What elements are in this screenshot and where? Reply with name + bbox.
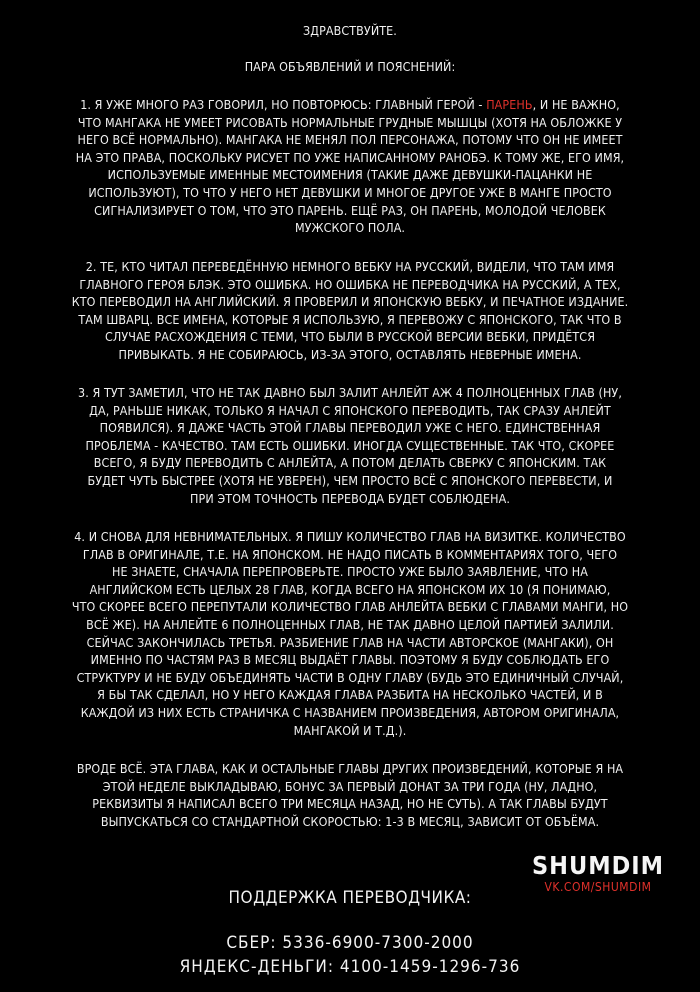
p1-line: МУЖСКОГО ПОЛА. (294, 220, 406, 236)
sber-requisites: СБЕР: 5336-6900-7300-2000 (226, 933, 474, 953)
announcements-heading: ПАРА ОБЪЯВЛЕНИЙ И ПОЯСНЕНИЙ: (244, 59, 456, 74)
p1-line-text: 1. Я УЖЕ МНОГО РАЗ ГОВОРИЛ, НО ПОВТОРЮСЬ: ГЛАВНЫЙ ГЕРОЙ - (80, 97, 487, 112)
p4-line: ВСЁ ЖЕ). НА АНЛЕЙТЕ 6 ПОЛНОЦЕННЫХ ГЛАВ, НЕ ТАК ДАВНО ЦЕЛОЙ ПАРТИЕЙ ЗАЛИЛИ. (86, 617, 614, 632)
p1-line: НА ЭТО ПРАВА, ПОСКОЛЬКУ РИСУЕТ ПО УЖЕ НАПИСАННОМУ РАНОБЭ. К ТОМУ ЖЕ, ЕГО ИМЯ, (75, 149, 625, 165)
p2-line: 2. ТЕ, КТО ЧИТАЛ ПЕРЕВЕДЁННУЮ НЕМНОГО ВЕБКУ НА РУССКИЙ, ВИДЕЛИ, ЧТО ТАМ ИМЯ (85, 259, 615, 274)
p4-line: МАНГАКОЙ И Т.Д.). (293, 722, 407, 738)
p3-line: БУДЕТ ЧУТЬ БЫСТРЕЕ (ХОТЯ НЕ УВЕРЕН), ЧЕМ ПРОСТО ВСЁ С ЯПОНСКОГО ПЕРЕВЕСТИ, И (87, 473, 613, 488)
support-title: ПОДДЕРЖКА ПЕРЕВОДЧИКА: (228, 888, 472, 908)
p1-line-text: , И НЕ ВАЖНО, (532, 97, 620, 112)
p5-line: ВЫПУСКАТЬСЯ СО СТАНДАРТНОЙ СКОРОСТЬЮ: 1-3 В МЕСЯЦ, ЗАВИСИТ ОТ ОБЪЁМА. (100, 813, 600, 829)
p5-line: ВРОДЕ ВСЁ. ЭТА ГЛАВА, КАК И ОСТАЛЬНЫЕ ГЛАВЫ ДРУГИХ ПРОИЗВЕДЕНИЙ, КОТОРЫЕ Я НА (76, 761, 624, 776)
yandex-requisites: ЯНДЕКС-ДЕНЬГИ: 4100-1459-1296-736 (179, 957, 521, 977)
logo-name: SHUMDIM (531, 851, 665, 880)
greeting: ЗДРАВСТВУЙТЕ. (303, 23, 397, 38)
p4-line: ЧТО СКОРЕЕ ВСЕГО ПЕРЕПУТАЛИ КОЛИЧЕСТВО ГЛАВ АНЛЕЙТА ВЕБКИ С ГЛАВАМИ МАНГИ, НО (71, 599, 629, 615)
p2-line: КТО ПЕРЕВОДИЛ НА АНГЛИЙСКИЙ. Я ПРОВЕРИЛ И ЯПОНСКУЮ ВЕБКУ, И ПЕЧАТНОЕ ИЗДАНИЕ. (71, 294, 629, 310)
p1-line: ЧТО МАНГАКА НЕ УМЕЕТ РИСОВАТЬ НОРМАЛЬНЫЕ ГРУДНЫЕ МЫШЦЫ (ХОТЯ НА ОБЛОЖКЕ У (77, 114, 623, 130)
p4-line: СТРУКТУРУ И НЕ БУДУ ОБЪЕДИНЯТЬ ЧАСТИ В ОДНУ ГЛАВУ (БУДЬ ЭТО ЕДИНИЧНЫЙ СЛУЧАЙ, (76, 669, 624, 685)
highlight-word: ПАРЕНЬ (486, 97, 533, 112)
p1-line (14, 96, 686, 114)
p3-line: ПРИ ЭТОМ ТОЧНОСТЬ ПЕРЕВОДА БУДЕТ СОБЛЮДЕНА. (190, 490, 510, 506)
p3-line: ДА, РАНЬШЕ НИКАК, ТОЛЬКО Я НАЧАЛ С ЯПОНСКОГО ПЕРЕВОДИТЬ, ТАК СРАЗУ АНЛЕЙТ (89, 402, 611, 418)
p3-line: 3. Я ТУТ ЗАМЕТИЛ, ЧТО НЕ ТАК ДАВНО БЫЛ ЗАЛИТ АНЛЕЙТ АЖ 4 ПОЛНОЦЕННЫХ ГЛАВ (НУ, (78, 385, 622, 400)
p3-line: ПРОБЛЕМА - КАЧЕСТВО. ТАМ ЕСТЬ ОШИБКИ. ИНОГДА СУЩЕСТВЕННЫЕ. ТАК ЧТО, СКОРЕЕ (85, 437, 615, 453)
p4-line: НЕ ЗНАЕТЕ, СНАЧАЛА ПЕРЕПРОВЕРЬТЕ. ПРОСТО УЖЕ БЫЛО ЗАЯВЛЕНИЕ, ЧТО НА (111, 564, 588, 580)
p4-line: СЕЙЧАС ЗАКОНЧИЛАСЬ ТРЕТЬЯ. РАЗБИЕНИЕ ГЛАВ НА ЧАСТИ АВТОРСКОЕ (МАНГАКИ), ОН (86, 634, 614, 650)
p1-line: ИСПОЛЬЗУЮТ), ТО ЧТО У НЕГО НЕТ ДЕВУШКИ И МНОГОЕ ДРУГОЕ УЖЕ В МАНГЕ ПРОСТО (88, 185, 612, 200)
p4-line: Я БЫ ТАК СДЕЛАЛ, НО У НЕГО КАЖДАЯ ГЛАВА РАЗБИТА НА НЕСКОЛЬКО ЧАСТЕЙ, И В (97, 687, 603, 703)
p4-line: ГЛАВ В ОРИГИНАЛЕ, Т.Е. НА ЯПОНСКОМ. НЕ НАДО ПИСАТЬ В КОММЕНТАРИЯХ ТОГО, ЧЕГО (82, 546, 618, 562)
logo-url: VK.COM/SHUMDIM (544, 880, 652, 894)
p5-line: РЕКВИЗИТЫ Я НАПИСАЛ ВСЕГО ТРИ МЕСЯЦА НАЗАД, НО НЕ СУТЬ). А ТАК ГЛАВЫ БУДУТ (92, 796, 608, 812)
p4-line: КАЖДОЙ ИЗ НИХ ЕСТЬ СТРАНИЧКА С НАЗВАНИЕМ ПРОИЗВЕДЕНИЯ, АВТОРОМ ОРИГИНАЛА, (80, 705, 620, 720)
p4-line: 4. И СНОВА ДЛЯ НЕВНИМАТЕЛЬНЫХ. Я ПИШУ КОЛИЧЕСТВО ГЛАВ НА ВИЗИТКЕ. КОЛИЧЕСТВО (74, 529, 626, 544)
p3-line: ПОЯВИЛСЯ). Я ДАЖЕ ЧАСТЬ ЭТОЙ ГЛАВЫ ПЕРЕВОДИЛ УЖЕ С НЕГО. ЕДИНСТВЕННАЯ (99, 420, 601, 436)
p2-line: СЛУЧАЕ РАСХОЖДЕНИЯ С ТЕМИ, ЧТО БЫЛИ В РУССКОЙ ВЕРСИИ ВЕБКИ, ПРИДЁТСЯ (104, 329, 596, 345)
p1-line: НЕГО ВСЁ НОРМАЛЬНО). МАНГАКА НЕ МЕНЯЛ ПОЛ ПЕРСОНАЖА, ПОТОМУ ЧТО ОН НЕ ИМЕЕТ (77, 132, 623, 148)
p1-line: ИСПОЛЬЗУЕМЫЕ ИМЕННЫЕ МЕСТОИМЕНИЯ (ТАКИЕ ДАЖЕ ДЕВУШКИ-ПАЦАНКИ НЕ (107, 167, 593, 183)
p1-line: СИГНАЛИЗИРУЕТ О ТОМ, ЧТО ЭТО ПАРЕНЬ. ЕЩЁ РАЗ, ОН ПАРЕНЬ, МОЛОДОЙ ЧЕЛОВЕК (94, 202, 606, 218)
p3-line: ВСЕГО, Я БУДУ ПЕРЕВОДИТЬ С АНЛЕЙТА, А ПОТОМ ДЕЛАТЬ СВЕРКУ С ЯПОНСКИМ. ТАК (93, 455, 607, 471)
p2-line: ТАМ ШВАРЦ. ВСЕ ИМЕНА, КОТОРЫЕ Я ИСПОЛЬЗУЮ, Я ПЕРЕВОЖУ С ЯПОНСКОГО, ТАК ЧТО В (78, 311, 622, 327)
p2-line: ГЛАВНОГО ГЕРОЯ БЛЭК. ЭТО ОШИБКА. НО ОШИБКА НЕ ПЕРЕВОДЧИКА НА РУССКИЙ, А ТЕХ, (79, 276, 621, 292)
p2-line: ПРИВЫКАТЬ. Я НЕ СОБИРАЮСЬ, ИЗ-ЗА ЭТОГО, ОСТАВЛЯТЬ НЕВЕРНЫЕ ИМЕНА. (118, 347, 582, 362)
p4-line: АНГЛИЙСКОМ ЕСТЬ ЦЕЛЫХ 28 ГЛАВ, КОГДА ВСЕГО НА ЯПОНСКОМ ИХ 10 (Я ПОНИМАЮ, (89, 581, 611, 597)
p4-line: ИМЕННО ПО ЧАСТЯМ РАЗ В МЕСЯЦ ВЫДАЁТ ГЛАВЫ. ПОЭТОМУ Я БУДУ СОБЛЮДАТЬ ЕГО (90, 652, 610, 668)
p5-line: ЭТОЙ НЕДЕЛЕ ВЫКЛАДЫВАЮ, БОНУС ЗА ПЕРВЫЙ ДОНАТ ЗА ТРИ ГОДА (НУ, ЛАДНО, (102, 778, 598, 794)
